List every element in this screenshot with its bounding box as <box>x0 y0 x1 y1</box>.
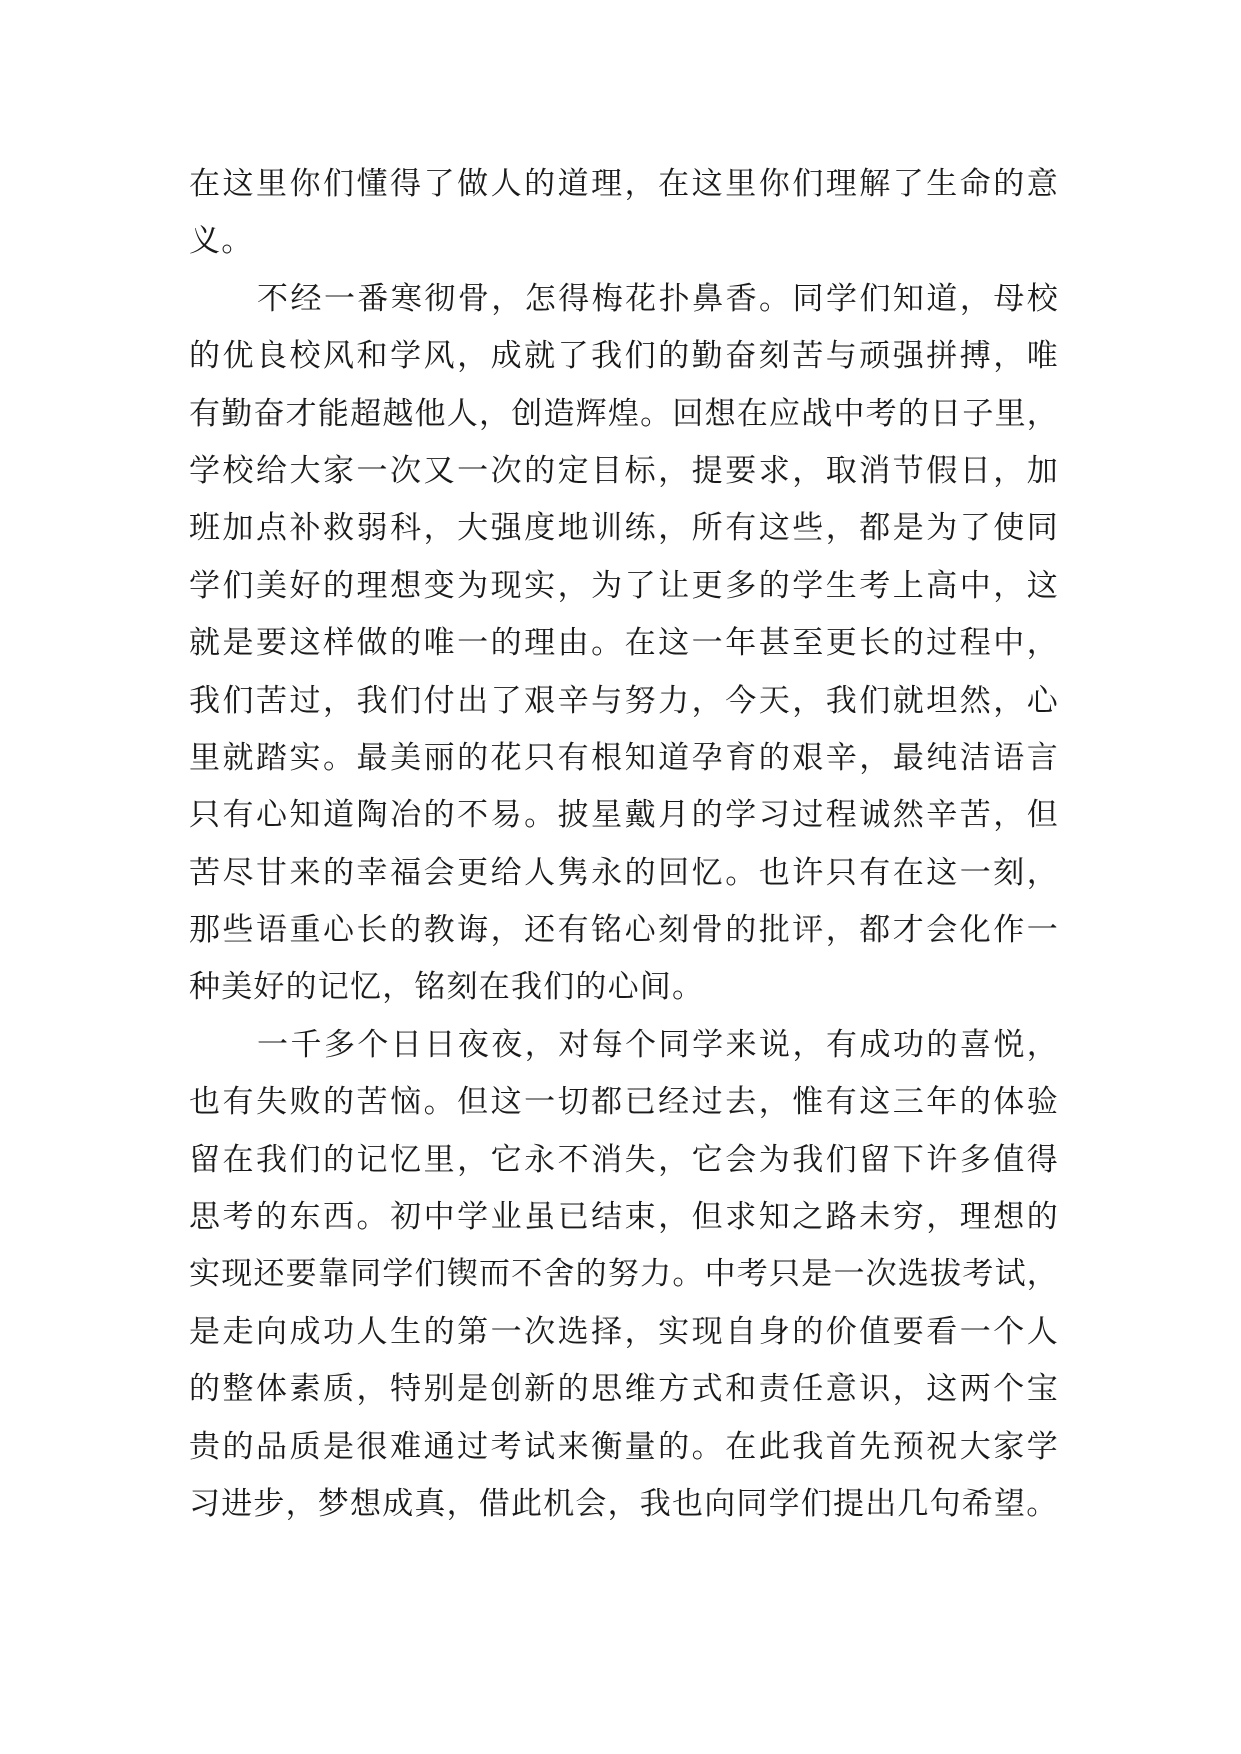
text-line: 一千多个日日夜夜，对每个同学来说，有成功的喜悦， <box>257 1026 1059 1063</box>
text-line: 在这里你们懂得了做人的道理，在这里你们理解了生命的意 <box>189 166 1059 202</box>
text-line: 的优良校风和学风，成就了我们的勤奋刻苦与顽强拼搏，唯 <box>189 338 1059 375</box>
text-line: 是走向成功人生的第一次选择，实现自身的价值要看一个人 <box>189 1313 1059 1350</box>
text-line: 留在我们的记忆里，它永不消失，它会为我们留下许多值得 <box>189 1141 1059 1178</box>
text-line: 学们美好的理想变为现实，为了让更多的学生考上高中，这 <box>189 567 1059 604</box>
text-line: 思考的东西。初中学业虽已结束，但求知之路未穷，理想的 <box>189 1199 1059 1236</box>
text-line: 实现还要靠同学们锲而不舍的努力。中考只是一次选拔考试， <box>189 1256 1059 1293</box>
text-line: 种美好的记忆，铭刻在我们的心间。 <box>189 969 705 1006</box>
text-line: 有勤奋才能超越他人，创造辉煌。回想在应战中考的日子里， <box>189 395 1059 432</box>
paragraph <box>189 156 1059 271</box>
text-line: 班加点补救弱科，大强度地训练，所有这些，都是为了使同 <box>189 510 1059 547</box>
paragraph <box>189 1017 1059 1534</box>
text-line: 我们苦过，我们付出了艰辛与努力，今天，我们就坦然，心 <box>189 682 1059 719</box>
text-line: 学校给大家一次又一次的定目标，提要求，取消节假日，加 <box>189 452 1059 489</box>
text-line: 习进步，梦想成真，借此机会，我也向同学们提出几句希望。 <box>189 1485 1059 1522</box>
text-line: 就是要这样做的唯一的理由。在这一年甚至更长的过程中， <box>189 625 1059 662</box>
text-line: 那些语重心长的教诲，还有铭心刻骨的批评，都才会化作一 <box>189 912 1059 949</box>
text-line: 里就踏实。最美丽的花只有根知道孕育的艰辛，最纯洁语言 <box>189 739 1059 776</box>
text-line: 不经一番寒彻骨，怎得梅花扑鼻香。同学们知道，母校 <box>257 280 1059 317</box>
text-line: 苦尽甘来的幸福会更给人隽永的回忆。也许只有在这一刻， <box>189 854 1059 891</box>
text-line: 贵的品质是很难通过考试来衡量的。在此我首先预祝大家学 <box>189 1428 1059 1465</box>
paragraph <box>189 271 1059 1017</box>
text-line: 只有心知道陶冶的不易。披星戴月的学习过程诚然辛苦，但 <box>189 797 1059 834</box>
body-text <box>189 156 1059 1533</box>
text-line: 也有失败的苦恼。但这一切都已经过去，惟有这三年的体验 <box>189 1084 1059 1121</box>
text-line: 义。 <box>189 223 254 260</box>
text-line: 的整体素质，特别是创新的思维方式和责任意识，这两个宝 <box>189 1371 1059 1408</box>
